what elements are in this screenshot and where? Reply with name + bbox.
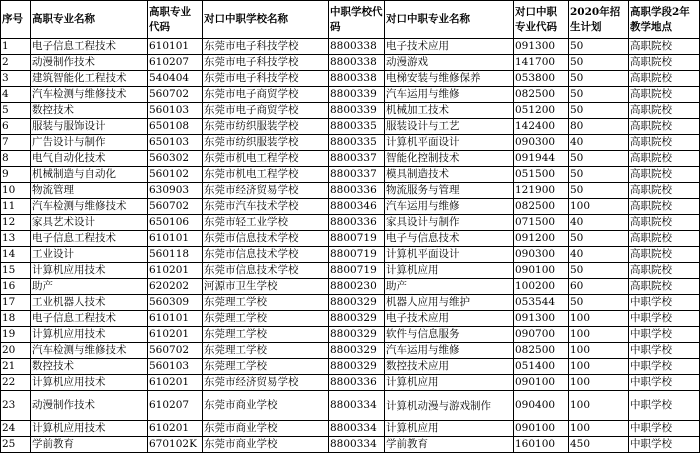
cell-mid-code: 091944 <box>514 151 569 167</box>
cell-school: 东莞理工学校 <box>203 295 329 311</box>
cell-seq: 10 <box>1 183 31 199</box>
cell-major: 动漫制作技术 <box>31 55 148 71</box>
cell-school: 东莞市电子商贸学校 <box>203 103 329 119</box>
cell-seq: 25 <box>1 437 31 453</box>
cell-mid-major: 汽车运用与维修 <box>385 87 514 103</box>
cell-mid-major: 计算机平面设计 <box>385 135 514 151</box>
cell-school-code: 8800336 <box>329 215 385 231</box>
cell-mid-code: 091200 <box>514 231 569 247</box>
cell-place: 中职学校 <box>629 375 700 391</box>
table-row <box>1 183 700 199</box>
cell-seq: 12 <box>1 215 31 231</box>
cell-place: 高职院校 <box>629 151 700 167</box>
cell-school: 东莞市电子科技学校 <box>203 55 329 71</box>
cell-school: 东莞市信息技术学校 <box>203 247 329 263</box>
cell-place: 中职学校 <box>629 359 700 375</box>
cell-school-code: 8800339 <box>329 103 385 119</box>
cell-school-code: 8800338 <box>329 71 385 87</box>
cell-school: 东莞市经济贸易学校 <box>203 183 329 199</box>
cell-school: 东莞市信息技术学校 <box>203 231 329 247</box>
cell-school-code: 8800329 <box>329 295 385 311</box>
cell-school-code: 8800719 <box>329 247 385 263</box>
table-row <box>1 311 700 327</box>
cell-seq: 11 <box>1 199 31 215</box>
header-major: 高职专业名称 <box>31 1 148 39</box>
cell-plan: 100 <box>569 343 629 359</box>
cell-school: 东莞市经济贸易学校 <box>203 375 329 391</box>
cell-major: 物流管理 <box>31 183 148 199</box>
cell-major: 计算机应用技术 <box>31 421 148 437</box>
cell-place: 高职院校 <box>629 167 700 183</box>
cell-major-code: 560702 <box>148 199 203 215</box>
table-row <box>1 375 700 391</box>
cell-school-code: 8800336 <box>329 375 385 391</box>
cell-plan: 100 <box>569 375 629 391</box>
cell-mid-code: 053544 <box>514 295 569 311</box>
cell-place: 高职院校 <box>629 231 700 247</box>
table-row <box>1 39 700 55</box>
cell-plan: 80 <box>569 119 629 135</box>
cell-major-code: 610201 <box>148 263 203 279</box>
cell-place: 高职院校 <box>629 55 700 71</box>
table-row <box>1 247 700 263</box>
cell-major-code: 610207 <box>148 391 203 421</box>
cell-plan: 50 <box>569 71 629 87</box>
cell-school-code: 8800719 <box>329 263 385 279</box>
cell-school: 东莞市轻工业学校 <box>203 215 329 231</box>
table-row <box>1 263 700 279</box>
cell-place: 高职院校 <box>629 215 700 231</box>
cell-place: 高职院校 <box>629 103 700 119</box>
cell-place: 高职院校 <box>629 263 700 279</box>
table-row <box>1 119 700 135</box>
cell-major: 汽车检测与维修技术 <box>31 199 148 215</box>
cell-major: 电子信息工程技术 <box>31 311 148 327</box>
cell-plan: 50 <box>569 231 629 247</box>
cell-mid-code: 090400 <box>514 391 569 421</box>
cell-mid-major: 机器人应用与维护 <box>385 295 514 311</box>
cell-place: 中职学校 <box>629 327 700 343</box>
cell-major: 助产 <box>31 279 148 295</box>
cell-seq: 1 <box>1 39 31 55</box>
cell-mid-code: 090100 <box>514 263 569 279</box>
cell-major-code: 620202 <box>148 279 203 295</box>
header-school-code: 中职学校代码 <box>329 1 385 39</box>
cell-mid-major: 助产 <box>385 279 514 295</box>
header-school: 对口中职学校名称 <box>203 1 329 39</box>
cell-place: 中职学校 <box>629 343 700 359</box>
cell-major: 计算机应用技术 <box>31 263 148 279</box>
header-mid-code: 对口中职专业代码 <box>514 1 569 39</box>
cell-seq: 7 <box>1 135 31 151</box>
table-row <box>1 199 700 215</box>
cell-major: 电子信息工程技术 <box>31 39 148 55</box>
cell-seq: 6 <box>1 119 31 135</box>
cell-major-code: 630903 <box>148 183 203 199</box>
cell-school-code: 8800346 <box>329 199 385 215</box>
cell-school-code: 8800335 <box>329 135 385 151</box>
cell-school: 东莞市电子商贸学校 <box>203 87 329 103</box>
cell-mid-major: 数控技术应用 <box>385 359 514 375</box>
cell-school-code: 8800339 <box>329 87 385 103</box>
cell-school: 东莞市机电工程学校 <box>203 167 329 183</box>
cell-seq: 4 <box>1 87 31 103</box>
cell-major-code: 560118 <box>148 247 203 263</box>
cell-major: 计算机应用技术 <box>31 327 148 343</box>
table-row <box>1 391 700 421</box>
cell-mid-code: 051500 <box>514 167 569 183</box>
cell-mid-code: 090300 <box>514 135 569 151</box>
cell-seq: 13 <box>1 231 31 247</box>
table-row <box>1 343 700 359</box>
cell-school-code: 8800719 <box>329 231 385 247</box>
cell-major-code: 650106 <box>148 215 203 231</box>
cell-plan: 50 <box>569 103 629 119</box>
table-row <box>1 231 700 247</box>
cell-seq: 20 <box>1 343 31 359</box>
cell-plan: 50 <box>569 39 629 55</box>
cell-school: 东莞市商业学校 <box>203 391 329 421</box>
cell-school-code: 8800338 <box>329 55 385 71</box>
cell-place: 高职院校 <box>629 199 700 215</box>
cell-mid-code: 082500 <box>514 343 569 359</box>
cell-major: 计算机应用技术 <box>31 375 148 391</box>
cell-school: 东莞市汽车技术学校 <box>203 199 329 215</box>
table-header <box>1 1 700 39</box>
cell-place: 中职学校 <box>629 437 700 453</box>
cell-major-code: 610101 <box>148 39 203 55</box>
table-row <box>1 327 700 343</box>
cell-mid-major: 学前教育 <box>385 437 514 453</box>
cell-major-code: 610101 <box>148 311 203 327</box>
cell-seq: 14 <box>1 247 31 263</box>
cell-plan: 60 <box>569 279 629 295</box>
cell-plan: 50 <box>569 55 629 71</box>
cell-seq: 18 <box>1 311 31 327</box>
cell-plan: 40 <box>569 247 629 263</box>
cell-place: 高职院校 <box>629 39 700 55</box>
cell-school: 东莞市机电工程学校 <box>203 151 329 167</box>
cell-seq: 17 <box>1 295 31 311</box>
cell-school: 东莞市商业学校 <box>203 437 329 453</box>
cell-plan: 50 <box>569 183 629 199</box>
cell-mid-code: 121900 <box>514 183 569 199</box>
cell-major: 工业机器人技术 <box>31 295 148 311</box>
cell-mid-code: 100200 <box>514 279 569 295</box>
cell-major: 动漫制作技术 <box>31 391 148 421</box>
cell-seq: 19 <box>1 327 31 343</box>
cell-seq: 21 <box>1 359 31 375</box>
cell-mid-code: 091300 <box>514 39 569 55</box>
cell-seq: 24 <box>1 421 31 437</box>
cell-major: 广告设计与制作 <box>31 135 148 151</box>
cell-school: 东莞市电子科技学校 <box>203 71 329 87</box>
cell-place: 中职学校 <box>629 421 700 437</box>
cell-place: 高职院校 <box>629 279 700 295</box>
cell-school-code: 8800329 <box>329 359 385 375</box>
cell-mid-code: 082500 <box>514 199 569 215</box>
cell-seq: 3 <box>1 71 31 87</box>
cell-school-code: 8800338 <box>329 39 385 55</box>
cell-school-code: 8800230 <box>329 279 385 295</box>
cell-mid-major: 物流服务与管理 <box>385 183 514 199</box>
cell-mid-major: 电子与信息技术 <box>385 231 514 247</box>
cell-plan: 50 <box>569 263 629 279</box>
cell-major-code: 670102K <box>148 437 203 453</box>
cell-plan: 50 <box>569 295 629 311</box>
cell-major: 工业设计 <box>31 247 148 263</box>
cell-school: 东莞市纺织服装学校 <box>203 119 329 135</box>
cell-major: 汽车检测与维修技术 <box>31 87 148 103</box>
cell-school: 东莞市商业学校 <box>203 421 329 437</box>
cell-mid-code: 053800 <box>514 71 569 87</box>
cell-major-code: 650108 <box>148 119 203 135</box>
cell-seq: 8 <box>1 151 31 167</box>
cell-mid-major: 家具设计与制作 <box>385 215 514 231</box>
cell-plan: 100 <box>569 391 629 421</box>
cell-school: 东莞市信息技术学校 <box>203 263 329 279</box>
cell-seq: 15 <box>1 263 31 279</box>
cell-school-code: 8800337 <box>329 167 385 183</box>
cell-school-code: 8800334 <box>329 391 385 421</box>
cell-place: 高职院校 <box>629 119 700 135</box>
cell-place: 中职学校 <box>629 295 700 311</box>
cell-place: 高职院校 <box>629 183 700 199</box>
header-major-code: 高职专业代码 <box>148 1 203 39</box>
cell-school-code: 8800336 <box>329 183 385 199</box>
cell-mid-major: 电子技术应用 <box>385 39 514 55</box>
table-row <box>1 167 700 183</box>
cell-mid-code: 082500 <box>514 87 569 103</box>
cell-mid-code: 141700 <box>514 55 569 71</box>
header-place: 高职学段2年教学地点 <box>629 1 700 39</box>
table-row <box>1 55 700 71</box>
cell-mid-code: 090300 <box>514 247 569 263</box>
cell-place: 中职学校 <box>629 311 700 327</box>
cell-plan: 50 <box>569 167 629 183</box>
cell-major-code: 560302 <box>148 151 203 167</box>
cell-seq: 16 <box>1 279 31 295</box>
cell-school: 东莞理工学校 <box>203 327 329 343</box>
cell-major-code: 610101 <box>148 231 203 247</box>
cell-major: 服装与服饰设计 <box>31 119 148 135</box>
cell-seq: 23 <box>1 391 31 421</box>
cell-school-code: 8800329 <box>329 327 385 343</box>
table-row <box>1 215 700 231</box>
cell-mid-major: 机械加工技术 <box>385 103 514 119</box>
cell-school: 河源市卫生学校 <box>203 279 329 295</box>
cell-plan: 40 <box>569 135 629 151</box>
cell-mid-major: 电子技术应用 <box>385 311 514 327</box>
cell-major: 学前教育 <box>31 437 148 453</box>
table-row <box>1 421 700 437</box>
cell-school-code: 8800329 <box>329 311 385 327</box>
table-row <box>1 359 700 375</box>
cell-plan: 100 <box>569 199 629 215</box>
cell-school: 东莞理工学校 <box>203 311 329 327</box>
cell-school-code: 8800334 <box>329 437 385 453</box>
cell-mid-major: 智能化控制技术 <box>385 151 514 167</box>
cell-seq: 2 <box>1 55 31 71</box>
cell-mid-code: 090100 <box>514 421 569 437</box>
table-row <box>1 279 700 295</box>
cell-plan: 100 <box>569 421 629 437</box>
cell-place: 高职院校 <box>629 71 700 87</box>
cell-place: 高职院校 <box>629 87 700 103</box>
table-row <box>1 71 700 87</box>
cell-place: 高职院校 <box>629 247 700 263</box>
cell-plan: 100 <box>569 311 629 327</box>
cell-plan: 450 <box>569 437 629 453</box>
cell-school-code: 8800334 <box>329 421 385 437</box>
cell-major-code: 560102 <box>148 167 203 183</box>
cell-mid-code: 160100 <box>514 437 569 453</box>
cell-mid-major: 计算机应用 <box>385 421 514 437</box>
cell-seq: 9 <box>1 167 31 183</box>
cell-mid-major: 模具制造技术 <box>385 167 514 183</box>
cell-school-code: 8800335 <box>329 119 385 135</box>
header-seq: 序号 <box>1 1 31 39</box>
cell-seq: 22 <box>1 375 31 391</box>
cell-major-code: 540404 <box>148 71 203 87</box>
cell-major-code: 610201 <box>148 375 203 391</box>
cell-major-code: 610201 <box>148 421 203 437</box>
cell-school: 东莞理工学校 <box>203 359 329 375</box>
cell-major-code: 560103 <box>148 359 203 375</box>
cell-mid-major: 汽车运用与维修 <box>385 343 514 359</box>
table-row <box>1 135 700 151</box>
cell-mid-major: 计算机应用 <box>385 263 514 279</box>
cell-major-code: 610201 <box>148 327 203 343</box>
table-body <box>1 39 700 453</box>
cell-plan: 50 <box>569 87 629 103</box>
cell-mid-major: 计算机平面设计 <box>385 247 514 263</box>
cell-mid-code: 090700 <box>514 327 569 343</box>
cell-major-code: 560702 <box>148 87 203 103</box>
header-mid-major: 对口中职专业名称 <box>385 1 514 39</box>
table-row <box>1 151 700 167</box>
cell-mid-code: 142400 <box>514 119 569 135</box>
cell-mid-major: 汽车运用与维修 <box>385 199 514 215</box>
cell-school: 东莞市电子科技学校 <box>203 39 329 55</box>
cell-major-code: 560103 <box>148 103 203 119</box>
cell-major: 数控技术 <box>31 359 148 375</box>
cell-place: 高职院校 <box>629 135 700 151</box>
cell-plan: 50 <box>569 151 629 167</box>
cell-mid-code: 091300 <box>514 311 569 327</box>
cell-mid-code: 051200 <box>514 103 569 119</box>
cell-school-code: 8800329 <box>329 343 385 359</box>
cell-mid-major: 软件与信息服务 <box>385 327 514 343</box>
table-row <box>1 103 700 119</box>
header-row <box>1 1 700 39</box>
cell-major-code: 650103 <box>148 135 203 151</box>
cell-place: 中职学校 <box>629 391 700 421</box>
cell-mid-major: 计算机动漫与游戏制作 <box>385 391 514 421</box>
cell-mid-major: 动漫游戏 <box>385 55 514 71</box>
cell-mid-code: 071500 <box>514 215 569 231</box>
cell-major: 汽车检测与维修技术 <box>31 343 148 359</box>
cell-mid-code: 051400 <box>514 359 569 375</box>
table-row <box>1 295 700 311</box>
cell-school: 东莞理工学校 <box>203 343 329 359</box>
cell-plan: 100 <box>569 327 629 343</box>
cell-mid-major: 服装设计与工艺 <box>385 119 514 135</box>
cell-mid-major: 电梯安装与维修保养 <box>385 71 514 87</box>
cell-school-code: 8800337 <box>329 151 385 167</box>
cell-major-code: 610207 <box>148 55 203 71</box>
cell-major: 电子信息工程技术 <box>31 231 148 247</box>
cell-mid-major: 计算机应用 <box>385 375 514 391</box>
cell-major: 电气自动化技术 <box>31 151 148 167</box>
cell-major-code: 560702 <box>148 343 203 359</box>
cell-major: 机械制造与自动化 <box>31 167 148 183</box>
cell-mid-code: 090100 <box>514 375 569 391</box>
table-row <box>1 87 700 103</box>
cell-seq: 5 <box>1 103 31 119</box>
cell-plan: 40 <box>569 215 629 231</box>
header-plan: 2020年招生计划 <box>569 1 629 39</box>
cell-major: 数控技术 <box>31 103 148 119</box>
cell-school: 东莞市纺织服装学校 <box>203 135 329 151</box>
cell-major-code: 560309 <box>148 295 203 311</box>
cell-major: 家具艺术设计 <box>31 215 148 231</box>
cell-major: 建筑智能化工程技术 <box>31 71 148 87</box>
cell-plan: 100 <box>569 359 629 375</box>
